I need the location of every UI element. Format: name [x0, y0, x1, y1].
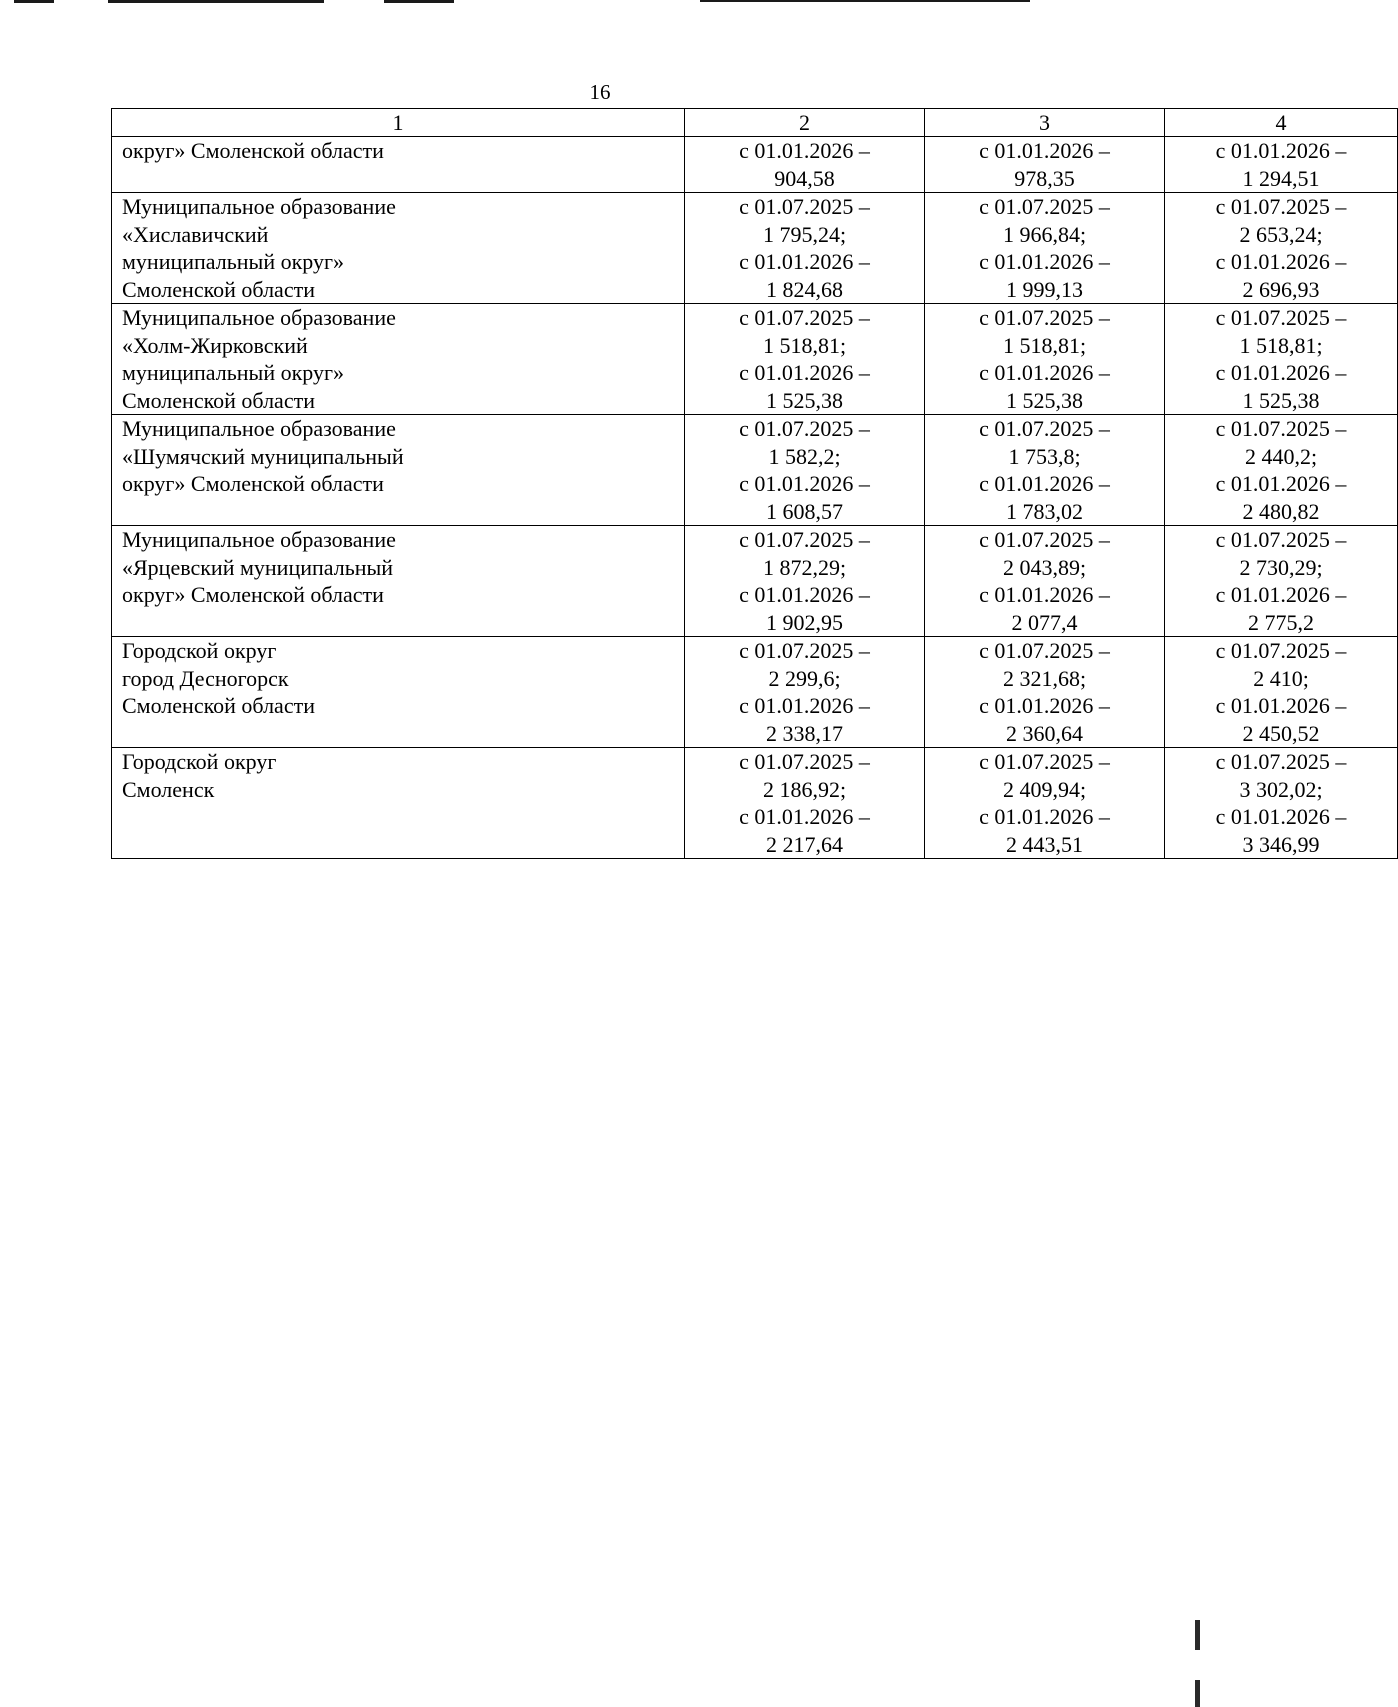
cell-line: с 01.01.2026 – — [1215, 693, 1347, 718]
value-cell-c3 — [925, 748, 1165, 859]
tariff-table — [111, 108, 1398, 859]
cell-line: с 01.01.2026 – — [739, 138, 870, 163]
cell-line: 2 077,4 — [1011, 609, 1078, 635]
cell-line: Муниципальное образование — [122, 527, 396, 552]
cell-line: с 01.01.2026 – — [1215, 360, 1347, 385]
cell-line: 2 043,89; — [1002, 554, 1087, 580]
municipality-cell — [112, 415, 685, 526]
cell-line: с 01.07.2025 – — [979, 305, 1110, 330]
cell-line: с 01.07.2025 – — [979, 194, 1110, 219]
cell-line: 2 730,29; — [1239, 554, 1323, 580]
cell-line: 1 753,8; — [1008, 443, 1081, 469]
cell-line: с 01.01.2026 – — [739, 582, 870, 607]
cell-line: с 01.01.2026 – — [739, 360, 870, 385]
value-cell-c3 — [925, 304, 1165, 415]
cell-line: 1 582,2; — [768, 443, 841, 469]
cell-line: 1 518,81; — [1002, 332, 1087, 358]
table-row — [112, 193, 1398, 304]
cell-line: 1 999,13 — [1006, 276, 1083, 302]
value-cell-c2 — [685, 637, 925, 748]
cell-line: с 01.01.2026 – — [739, 804, 870, 829]
cell-line: округ» Смоленской области — [122, 582, 384, 607]
cell-line: Городской округ — [122, 638, 277, 663]
table-row — [112, 415, 1398, 526]
cell-line: с 01.07.2025 – — [739, 638, 870, 663]
cell-line: 2 443,51 — [1006, 831, 1083, 857]
table-header-row — [112, 109, 1398, 137]
municipality-cell — [112, 526, 685, 637]
cell-line: Смоленской области — [122, 693, 315, 718]
cell-line: с 01.07.2025 – — [1215, 194, 1347, 219]
cell-line: с 01.01.2026 – — [979, 582, 1110, 607]
cell-line: с 01.01.2026 – — [979, 804, 1110, 829]
cell-line: с 01.07.2025 – — [1215, 416, 1347, 441]
cell-line: с 01.01.2026 – — [979, 360, 1110, 385]
cell-line: с 01.07.2025 – — [1215, 638, 1347, 663]
cell-line: с 01.07.2025 – — [739, 305, 870, 330]
scan-artifact — [108, 0, 324, 3]
municipality-cell — [112, 304, 685, 415]
column-header: 1 — [112, 109, 685, 137]
cell-line: с 01.01.2026 – — [979, 693, 1110, 718]
cell-line: «Шумячский муниципальный — [122, 443, 404, 469]
value-cell-c4 — [1165, 137, 1398, 193]
cell-line: Муниципальное образование — [122, 194, 396, 219]
cell-line: с 01.07.2025 – — [979, 749, 1110, 774]
cell-line: с 01.01.2026 – — [1215, 804, 1347, 829]
cell-line: 1 525,38 — [1242, 387, 1320, 413]
cell-line: с 01.07.2025 – — [739, 416, 870, 441]
value-cell-c4 — [1165, 637, 1398, 748]
cell-line: 1 294,51 — [1242, 165, 1320, 191]
cell-line: 3 302,02; — [1239, 776, 1323, 802]
value-cell-c2 — [685, 193, 925, 304]
cell-line: 978,35 — [1014, 165, 1075, 191]
cell-line: с 01.01.2026 – — [979, 471, 1110, 496]
cell-line: с 01.07.2025 – — [1215, 749, 1347, 774]
cell-line: муниципальный округ» — [122, 249, 345, 274]
column-header: 3 — [925, 109, 1165, 137]
cell-line: город Десногорск — [122, 665, 289, 691]
cell-line: с 01.07.2025 – — [1215, 305, 1347, 330]
cell-line: Смоленской области — [122, 276, 315, 302]
cell-line: 2 480,82 — [1242, 498, 1320, 524]
cell-line: 1 902,95 — [766, 609, 843, 635]
cell-line: Муниципальное образование — [122, 305, 396, 330]
scan-artifact — [1195, 1680, 1200, 1707]
value-cell-c2 — [685, 304, 925, 415]
table-row — [112, 748, 1398, 859]
cell-line: с 01.01.2026 – — [1215, 249, 1347, 274]
scan-artifact — [1195, 1620, 1200, 1650]
cell-line: 2 409,94; — [1002, 776, 1087, 802]
table-row — [112, 637, 1398, 748]
cell-line: 2 321,68; — [1002, 665, 1087, 691]
cell-line: 1 518,81; — [762, 332, 847, 358]
cell-line: 1 608,57 — [766, 498, 843, 524]
cell-line: с 01.07.2025 – — [979, 527, 1110, 552]
value-cell-c2 — [685, 526, 925, 637]
cell-line: с 01.07.2025 – — [979, 638, 1110, 663]
value-cell-c3 — [925, 415, 1165, 526]
value-cell-c3 — [925, 193, 1165, 304]
scan-artifact — [14, 0, 54, 3]
value-cell-c3 — [925, 637, 1165, 748]
municipality-cell — [112, 637, 685, 748]
scan-artifact — [384, 0, 454, 3]
value-cell-c3 — [925, 526, 1165, 637]
cell-line: 1 872,29; — [762, 554, 847, 580]
cell-line: муниципальный округ» — [122, 360, 345, 385]
value-cell-c4 — [1165, 748, 1398, 859]
cell-line: Муниципальное образование — [122, 416, 396, 441]
municipality-cell — [112, 748, 685, 859]
scan-artifact — [700, 0, 1030, 2]
cell-line: с 01.07.2025 – — [739, 527, 870, 552]
cell-line: «Ярцевский муниципальный — [122, 554, 394, 580]
cell-line: с 01.01.2026 – — [1215, 582, 1347, 607]
value-cell-c2 — [685, 415, 925, 526]
value-cell-c4 — [1165, 526, 1398, 637]
cell-line: с 01.01.2026 – — [1215, 138, 1347, 163]
cell-line: с 01.07.2025 – — [739, 194, 870, 219]
value-cell-c2 — [685, 748, 925, 859]
cell-line: 2 299,6; — [768, 665, 841, 691]
cell-line: Городской округ — [122, 749, 277, 774]
cell-line: 1 525,38 — [766, 387, 843, 413]
cell-line: «Холм-Жирковский — [122, 332, 308, 358]
page-number: 16 — [589, 80, 611, 104]
cell-line: с 01.01.2026 – — [739, 693, 870, 718]
cell-line: 904,58 — [774, 165, 835, 191]
cell-line: округ» Смоленской области — [122, 471, 384, 496]
column-header: 4 — [1165, 109, 1398, 137]
municipality-cell — [112, 193, 685, 304]
cell-line: Смоленской области — [122, 387, 315, 413]
cell-line: 2 186,92; — [762, 776, 847, 802]
value-cell-c4 — [1165, 193, 1398, 304]
cell-line: с 01.07.2025 – — [1215, 527, 1347, 552]
cell-line: 2 450,52 — [1242, 720, 1320, 746]
cell-line: округ» Смоленской области — [122, 138, 384, 163]
cell-line: 2 775,2 — [1248, 609, 1314, 635]
value-cell-c3 — [925, 137, 1165, 193]
cell-line: с 01.01.2026 – — [739, 249, 870, 274]
cell-line: 1 518,81; — [1239, 332, 1323, 358]
table-row — [112, 526, 1398, 637]
cell-line: 2 440,2; — [1244, 443, 1318, 469]
value-cell-c4 — [1165, 415, 1398, 526]
cell-line: 2 696,93 — [1242, 276, 1320, 302]
cell-line: 2 217,64 — [766, 831, 843, 857]
cell-line: с 01.07.2025 – — [979, 416, 1110, 441]
cell-line: 2 410; — [1253, 665, 1309, 691]
column-header: 2 — [685, 109, 925, 137]
cell-line: с 01.07.2025 – — [739, 749, 870, 774]
cell-line: 1 824,68 — [766, 276, 843, 302]
cell-line: с 01.01.2026 – — [979, 249, 1110, 274]
table-row — [112, 304, 1398, 415]
cell-line: Смоленск — [122, 776, 215, 802]
cell-line: 1 795,24; — [762, 221, 847, 247]
cell-line: 2 360,64 — [1006, 720, 1083, 746]
cell-line: 1 966,84; — [1002, 221, 1087, 247]
cell-line: 1 783,02 — [1006, 498, 1083, 524]
value-cell-c2 — [685, 137, 925, 193]
municipality-cell — [112, 137, 685, 193]
value-cell-c4 — [1165, 304, 1398, 415]
table-row — [112, 137, 1398, 193]
cell-line: «Хиславичский — [122, 221, 269, 247]
cell-line: 1 525,38 — [1006, 387, 1083, 413]
cell-line: 3 346,99 — [1242, 831, 1320, 857]
table-body — [112, 137, 1398, 859]
cell-line: с 01.01.2026 – — [1215, 471, 1347, 496]
cell-line: 2 653,24; — [1239, 221, 1323, 247]
cell-line: с 01.01.2026 – — [979, 138, 1110, 163]
cell-line: 2 338,17 — [766, 720, 843, 746]
cell-line: с 01.01.2026 – — [739, 471, 870, 496]
